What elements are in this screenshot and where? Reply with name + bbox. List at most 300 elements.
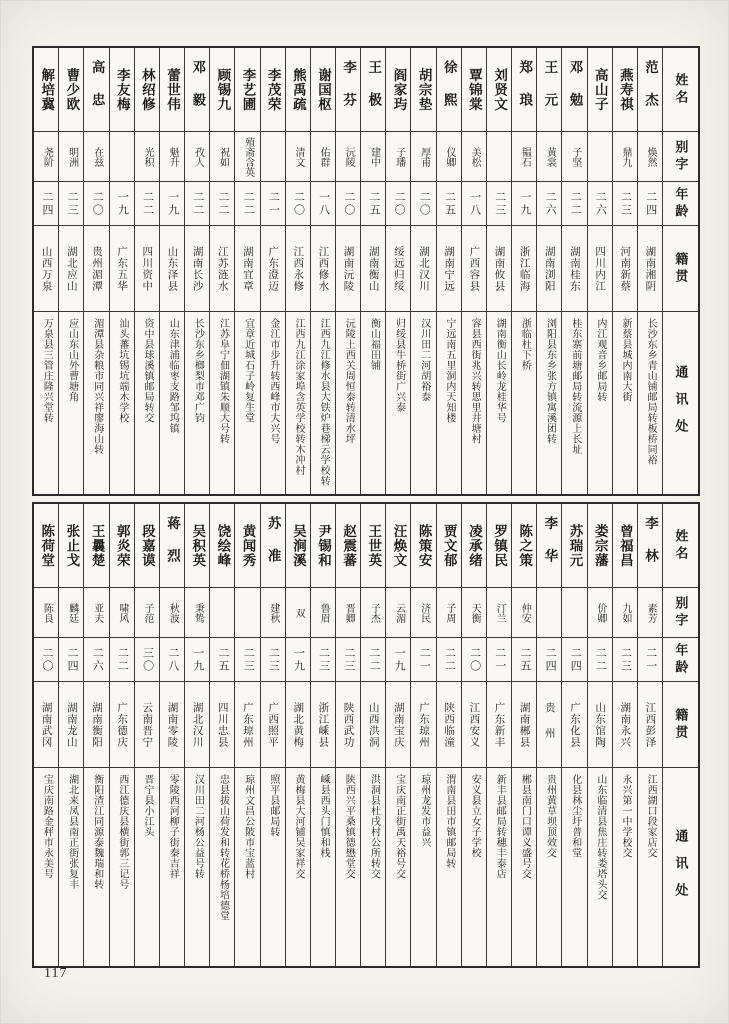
header-address-cell [663, 312, 698, 494]
person-address-cell: 郴县南门口谭义盛号交 [519, 774, 531, 879]
person-name-cell: 李芬 [336, 48, 360, 132]
person-column [34, 504, 58, 966]
person-name-cell: 饶绘峰 [210, 504, 234, 588]
header-alt-label: 别字 [673, 139, 689, 174]
person-native-cell: 湖南湘阴 [638, 226, 662, 312]
person-name-cell: 吴积英 [185, 504, 209, 588]
person-address-cell: 洪洞县杜戌村公所转交 [368, 774, 380, 879]
person-column [109, 48, 134, 494]
page-number: 117 [44, 966, 68, 981]
person-alt-cell: 光积 [135, 132, 159, 182]
person-address-cell: 汕头蕃坑锡坑端木学校 [116, 318, 128, 423]
person-alt-cell: 子璠 [386, 132, 410, 182]
person-address-cell: 永兴第一中学校交 [620, 774, 632, 858]
person-native-cell: 江苏涟水 [210, 226, 234, 312]
header-age-cell [663, 638, 698, 682]
person-name-cell: 阎家玙 [386, 48, 410, 132]
person-native-cell: 湖南衡山 [361, 226, 385, 312]
person-native-cell: 广东澄迈 [261, 226, 285, 312]
person-native-cell: 湖北黄梅 [286, 682, 310, 768]
person-address-cell: 汉川田二河胡裕泰 [418, 318, 430, 402]
person-column [612, 504, 637, 966]
person-column [260, 504, 285, 966]
person-address-cell: 容县西街兆兴转思里井塘村 [469, 318, 481, 444]
person-column [234, 504, 259, 966]
person-native-cell: 湖南沅陵 [336, 226, 360, 312]
person-column [260, 48, 285, 494]
person-name-cell: 范杰 [638, 48, 662, 132]
person-alt-cell: 佑群 [311, 132, 335, 182]
person-native-cell: 广西容县 [462, 226, 486, 312]
person-column [285, 48, 310, 494]
person-age-cell: 二三 [613, 182, 637, 226]
person-column [436, 48, 461, 494]
person-alt-cell [235, 588, 259, 638]
person-native-cell: 广东琼州 [411, 682, 435, 768]
person-name-cell: 黄闻秀 [235, 504, 259, 588]
person-alt-cell: 子范 [135, 588, 159, 638]
person-column [234, 48, 259, 494]
person-native-cell: 湖北汉川 [411, 226, 435, 312]
person-column [410, 504, 435, 966]
person-address-cell: 归绥县牛桥街广兴泰 [393, 318, 405, 413]
person-native-cell: 湖南宜章 [235, 226, 259, 312]
person-native-cell: 四川忠县 [210, 682, 234, 768]
person-address-cell: 汉川田二河杨公益号转 [192, 774, 204, 879]
person-alt-cell: 厚甫 [411, 132, 435, 182]
header-native-cell [663, 226, 698, 312]
person-name-cell: 王元 [537, 48, 561, 132]
person-age-cell: 二三 [613, 638, 637, 682]
person-native-cell: 广东化县 [562, 682, 586, 768]
person-name-cell: 王世英 [361, 504, 385, 588]
person-native-cell: 山西洪洞 [361, 682, 385, 768]
header-column [662, 504, 698, 966]
person-age-cell: 一九 [160, 182, 184, 226]
person-name-cell: 罗镇民 [487, 504, 511, 588]
person-native-cell: 四川资中 [135, 226, 159, 312]
person-column [385, 504, 410, 966]
person-age-cell: 二四 [34, 182, 58, 226]
person-age-cell: 二〇 [411, 182, 435, 226]
person-column [637, 48, 662, 494]
person-age-cell: 二二 [562, 182, 586, 226]
person-native-cell: 江西安义 [462, 682, 486, 768]
header-alt-cell [663, 588, 698, 638]
person-address-cell: 新丰县邮局转穗丰泰店 [494, 774, 506, 879]
person-name-cell: 郑琅 [512, 48, 536, 132]
person-native-cell: 山东泽县 [160, 226, 184, 312]
person-native-cell: 湖南武冈 [34, 682, 58, 768]
directory-table-bottom [32, 502, 700, 968]
person-age-cell: 二〇 [386, 182, 410, 226]
person-address-cell: 江西九江涂家埠含英学校转木冲村 [292, 318, 304, 476]
person-column [536, 504, 561, 966]
person-alt-cell: 秉鸷 [185, 588, 209, 638]
person-age-cell: 二三 [311, 638, 335, 682]
person-address-cell: 浏阳县东乡张方镇寓溪团转 [544, 318, 556, 444]
person-address-cell: 贵州黄草坝顶效交 [544, 774, 556, 858]
person-alt-cell [110, 132, 134, 182]
header-name-cell [663, 504, 698, 588]
person-age-cell: 二二 [185, 182, 209, 226]
person-name-cell: 凌承绪 [462, 504, 486, 588]
person-column [410, 48, 435, 494]
person-alt-cell [210, 588, 234, 638]
person-column [159, 504, 184, 966]
person-native-cell: 云南晋宁 [135, 682, 159, 768]
person-name-cell: 赵震蕃 [336, 504, 360, 588]
person-native-cell: 湖南龙山 [59, 682, 83, 768]
person-native-cell: 广东琼州 [235, 682, 259, 768]
person-alt-cell [588, 132, 612, 182]
person-alt-cell: 晋卿 [336, 588, 360, 638]
person-address-cell: 应山东山外曹塘角 [66, 318, 78, 402]
person-alt-cell [537, 588, 561, 638]
person-name-cell: 陈荷堂 [34, 504, 58, 588]
person-native-cell: 湖南宝庆 [386, 682, 410, 768]
person-alt-cell: 陈良 [34, 588, 58, 638]
person-alt-cell: 焕然 [638, 132, 662, 182]
header-age-label: 年龄 [673, 642, 689, 677]
person-alt-cell: 明洲 [59, 132, 83, 182]
person-name-cell: 高忠 [84, 48, 108, 132]
person-column [360, 504, 385, 966]
person-address-cell: 渭南县田市镇邮局转 [443, 774, 455, 869]
person-column [385, 48, 410, 494]
person-column [637, 504, 662, 966]
person-age-cell: 二五 [437, 182, 461, 226]
header-age-label: 年龄 [673, 186, 689, 221]
person-address-cell: 长沙东乡青山铺邮局转板桥同裕 [645, 318, 657, 465]
person-age-cell: 一九 [110, 182, 134, 226]
person-column [536, 48, 561, 494]
person-address-cell: 山东津浦临枣支路邹坞镇 [167, 318, 179, 434]
person-native-cell: 湖北汉川 [185, 682, 209, 768]
person-name-cell: 李茂荣 [261, 48, 285, 132]
person-name-cell: 吴涧溪 [286, 504, 310, 588]
person-address-cell: 宁远南五里洞内天知楼 [443, 318, 455, 423]
person-age-cell: 二五 [361, 182, 385, 226]
person-address-cell: 长沙东乡榔梨市邓广钧 [192, 318, 204, 423]
person-name-cell: 熊禹疏 [286, 48, 310, 132]
person-age-cell: 一八 [462, 182, 486, 226]
person-alt-cell: 魁升 [160, 132, 184, 182]
person-name-cell: 汪焕文 [386, 504, 410, 588]
person-alt-cell: 建秋 [261, 588, 285, 638]
person-native-cell: 山西万泉 [34, 226, 58, 312]
person-native-cell: 江西彭泽 [638, 682, 662, 768]
person-native-cell: 江西永修 [286, 226, 310, 312]
person-age-cell: 二一 [411, 638, 435, 682]
person-native-cell: 陕西武功 [336, 682, 360, 768]
person-native-cell: 湖南攸县 [487, 226, 511, 312]
person-name-cell: 高山子 [588, 48, 612, 132]
person-column [34, 48, 58, 494]
person-address-cell: 新蔡县城内南大街 [620, 318, 632, 402]
person-alt-cell: 沅陵 [336, 132, 360, 182]
person-address-cell: 湖南衡山长岭龙桂华号 [494, 318, 506, 423]
person-age-cell: 二二 [110, 638, 134, 682]
person-age-cell: 二二 [210, 182, 234, 226]
person-alt-cell: 汀兰 [487, 588, 511, 638]
person-name-cell: 李艺圃 [235, 48, 259, 132]
person-alt-cell: 建中 [361, 132, 385, 182]
header-native-label: 籍贯 [673, 707, 689, 742]
person-name-cell: 娄宗藩 [588, 504, 612, 588]
person-column [184, 48, 209, 494]
person-column [209, 48, 234, 494]
person-age-cell: 二一 [638, 638, 662, 682]
person-name-cell: 李林 [638, 504, 662, 588]
person-name-cell: 林绍修 [135, 48, 159, 132]
person-address-cell: 零陵西河柳子街秦吉祥 [167, 774, 179, 879]
person-alt-cell: 天衡 [462, 588, 486, 638]
person-address-cell: 照平县邮局转 [267, 774, 279, 837]
person-age-cell: 二六 [84, 638, 108, 682]
person-age-cell: 二八 [160, 638, 184, 682]
person-alt-cell: 价卿 [588, 588, 612, 638]
person-age-cell: 二四 [537, 638, 561, 682]
person-age-cell: 三〇 [135, 638, 159, 682]
person-name-cell: 解培冀 [34, 48, 58, 132]
person-address-cell: 湖北来凤县南正街张复丰 [66, 774, 78, 890]
person-column [335, 48, 360, 494]
person-address-cell: 桂东寨前塘邮局转流源上长址 [569, 318, 581, 455]
person-alt-cell: 清文 [286, 132, 310, 182]
person-native-cell: 湖南永兴 [613, 682, 637, 768]
person-column [285, 504, 310, 966]
person-age-cell: 二二 [588, 638, 612, 682]
person-name-cell: 覃锦棠 [462, 48, 486, 132]
person-age-cell: 二〇 [286, 182, 310, 226]
person-age-cell: 二〇 [34, 638, 58, 682]
person-address-cell: 山东临清县焦庄转娄塔头交 [594, 774, 606, 900]
person-native-cell: 广东五华 [110, 226, 134, 312]
person-address-cell: 宝庆南路金秤市永美号 [41, 774, 53, 879]
person-age-cell: 二二 [437, 638, 461, 682]
person-column [436, 504, 461, 966]
person-name-cell: 胡宗垫 [411, 48, 435, 132]
person-name-cell: 苏准 [261, 504, 285, 588]
person-column [310, 48, 335, 494]
person-native-cell: 湖南长沙 [185, 226, 209, 312]
person-column [461, 504, 486, 966]
person-name-cell: 徐熙 [437, 48, 461, 132]
header-name-cell [663, 48, 698, 132]
person-column [511, 48, 536, 494]
person-name-cell: 燕寿祺 [613, 48, 637, 132]
person-column [209, 504, 234, 966]
person-alt-cell: 美松 [462, 132, 486, 182]
person-name-cell: 蒋烈 [160, 504, 184, 588]
person-column [109, 504, 134, 966]
person-column [134, 504, 159, 966]
person-alt-cell: 孜人 [185, 132, 209, 182]
person-address-cell: 江西湖口段家店交 [645, 774, 657, 858]
person-age-cell: 一八 [311, 182, 335, 226]
person-column [83, 504, 108, 966]
person-name-cell: 顾锡九 [210, 48, 234, 132]
person-alt-cell [261, 132, 285, 182]
person-column [561, 48, 586, 494]
person-native-cell: 贵州湄潭 [84, 226, 108, 312]
header-native-cell [663, 682, 698, 768]
person-column [58, 504, 83, 966]
person-age-cell: 二一 [261, 182, 285, 226]
header-name-label: 姓名 [673, 72, 689, 107]
person-name-cell: 陈之策 [512, 504, 536, 588]
person-alt-cell: 祝如 [210, 132, 234, 182]
person-address-cell: 化县林尘圩普和堂 [569, 774, 581, 858]
person-alt-cell: 双 [286, 588, 310, 638]
person-alt-cell: 仪卿 [437, 132, 461, 182]
person-alt-cell: 云湄 [386, 588, 410, 638]
person-age-cell: 一九 [386, 638, 410, 682]
person-native-cell: 陕西临潼 [437, 682, 461, 768]
person-alt-cell: 子周 [437, 588, 461, 638]
person-native-cell: 湖南郴县 [512, 682, 536, 768]
person-alt-cell: 亚夫 [84, 588, 108, 638]
person-column [461, 48, 486, 494]
person-address-cell: 琼州文昌公陂市宝蓝村 [242, 774, 254, 879]
person-age-cell: 一九 [286, 638, 310, 682]
person-address-cell: 衡山福田铺 [368, 318, 380, 371]
person-age-cell: 二三 [59, 182, 83, 226]
person-native-cell: 广东德庆 [110, 682, 134, 768]
person-alt-cell: 济民 [411, 588, 435, 638]
person-name-cell: 贾文郁 [437, 504, 461, 588]
person-age-cell: 二三 [235, 638, 259, 682]
person-alt-cell: 麟廷 [59, 588, 83, 638]
person-alt-cell: 在兹 [84, 132, 108, 182]
person-native-cell: 湖南浏阳 [537, 226, 561, 312]
person-name-cell: 蕾世伟 [160, 48, 184, 132]
person-age-cell: 一九 [185, 638, 209, 682]
person-name-cell: 曹少欧 [59, 48, 83, 132]
person-age-cell: 二三 [261, 638, 285, 682]
person-address-cell: 陕西兴平桑镇德懋堂交 [343, 774, 355, 879]
person-age-cell: 二四 [59, 638, 83, 682]
person-address-cell: 资中县球溪镇邮局转交 [142, 318, 154, 423]
person-age-cell: 二三 [336, 638, 360, 682]
person-native-cell: 浙江嵊县 [311, 682, 335, 768]
person-column [587, 504, 612, 966]
person-alt-cell: 殖斋含英 [235, 132, 259, 182]
person-native-cell: 绥远归绥 [386, 226, 410, 312]
person-age-cell: 二六 [588, 182, 612, 226]
person-column [310, 504, 335, 966]
person-name-cell: 邓毅 [185, 48, 209, 132]
person-alt-cell: 韫石 [512, 132, 536, 182]
person-address-cell: 内江观音乡邮局转 [594, 318, 606, 402]
person-name-cell: 李华 [537, 504, 561, 588]
person-name-cell: 王极 [361, 48, 385, 132]
person-address-cell: 江苏阜宁佃湖镇朱顺大号转 [217, 318, 229, 444]
person-address-cell: 江西九江修水县大铁炉巷梯云学校转 [318, 318, 330, 486]
person-column [159, 48, 184, 494]
person-age-cell: 二六 [537, 182, 561, 226]
header-address-label: 通讯处 [673, 828, 689, 910]
person-address-cell: 衡阳渣江同源泰魏瑞和转 [91, 774, 103, 890]
person-alt-cell: 九如 [613, 588, 637, 638]
person-alt-cell: 子杰 [361, 588, 385, 638]
person-native-cell: 河南新蔡 [613, 226, 637, 312]
person-alt-cell: 子坚 [562, 132, 586, 182]
header-alt-cell [663, 132, 698, 182]
header-address-cell [663, 768, 698, 966]
person-native-cell: 湖南桂东 [562, 226, 586, 312]
person-address-cell: 晋宁县小江头 [142, 774, 154, 837]
person-name-cell: 谢国枢 [311, 48, 335, 132]
person-native-cell: 浙江临海 [512, 226, 536, 312]
header-name-label: 姓名 [673, 528, 689, 563]
person-age-cell: 二四 [638, 182, 662, 226]
person-alt-cell: 啸风 [110, 588, 134, 638]
person-name-cell: 苏瑞元 [562, 504, 586, 588]
person-native-cell: 四川内江 [588, 226, 612, 312]
person-column [486, 504, 511, 966]
person-native-cell: 湖南衡阳 [84, 682, 108, 768]
person-address-cell: 黄梅县大河铺吴家祥交 [292, 774, 304, 879]
person-age-cell: 二五 [210, 638, 234, 682]
person-name-cell: 王曩楚 [84, 504, 108, 588]
person-native-cell: 江西修水 [311, 226, 335, 312]
person-native-cell: 湖北应山 [59, 226, 83, 312]
person-column [612, 48, 637, 494]
person-address-cell: 金江市步升转西峰市大兴号 [267, 318, 279, 444]
header-column [662, 48, 698, 494]
person-column [486, 48, 511, 494]
person-age-cell: 二二 [235, 182, 259, 226]
person-age-cell: 二三 [487, 182, 511, 226]
person-column [184, 504, 209, 966]
person-alt-cell [562, 588, 586, 638]
person-alt-cell: 尧阶 [34, 132, 58, 182]
person-age-cell: 二二 [135, 182, 159, 226]
header-alt-label: 别字 [673, 595, 689, 630]
person-column [335, 504, 360, 966]
person-address-cell: 琼州龙发市益兴 [418, 774, 430, 848]
directory-table-top [32, 46, 700, 496]
person-name-cell: 郭炎荣 [110, 504, 134, 588]
person-alt-cell: 黄裳 [537, 132, 561, 182]
person-alt-cell: 仲安 [512, 588, 536, 638]
person-name-cell: 曾福昌 [613, 504, 637, 588]
person-age-cell: 二〇 [336, 182, 360, 226]
person-address-cell: 忠县拔山荷发和转花桥杨培德堂 [217, 774, 229, 921]
person-native-cell: 山东馆陶 [588, 682, 612, 768]
person-native-cell: 广西照平 [261, 682, 285, 768]
header-age-cell [663, 182, 698, 226]
person-column [587, 48, 612, 494]
person-age-cell: 二〇 [462, 638, 486, 682]
person-alt-cell: 鲁眉 [311, 588, 335, 638]
person-native-cell: 湖南宁远 [437, 226, 461, 312]
person-address-cell: 宝庆南正街禹天裕号交 [393, 774, 405, 879]
person-column [83, 48, 108, 494]
person-address-cell: 宜章近城石子岭复生堂 [242, 318, 254, 423]
person-column [58, 48, 83, 494]
person-address-cell: 西江德庆县横街郭三记号 [116, 774, 128, 890]
header-address-label: 通讯处 [673, 364, 689, 446]
person-column [360, 48, 385, 494]
person-alt-cell: 素芳 [638, 588, 662, 638]
person-name-cell: 张止戈 [59, 504, 83, 588]
person-address-cell: 安义县立女子学校 [469, 774, 481, 858]
person-alt-cell: 秋波 [160, 588, 184, 638]
person-name-cell: 邓勉 [562, 48, 586, 132]
